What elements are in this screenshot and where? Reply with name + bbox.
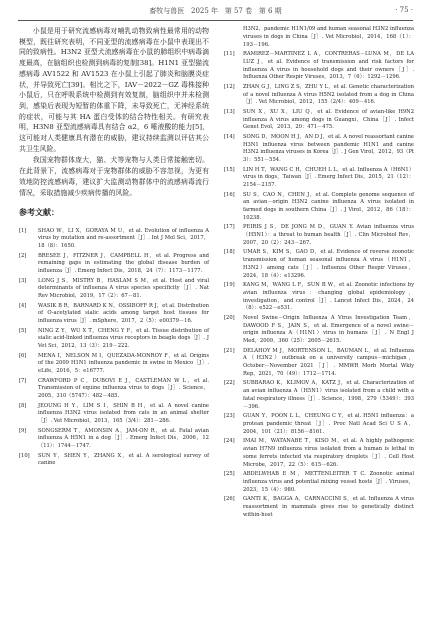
reference-text: SHAO W，LI X，GORAYA M U，et al. Evolution of influenza A virus by mutation and re-assortment［J］. Int J Mol Sci，2017，18（8）：1650. bbox=[38, 227, 209, 250]
references-heading: 参考文献： bbox=[19, 208, 59, 218]
reference-text: LONG J S，MISTRY B，HASLAM S M，et al. Host and viral determinants of influenza A virus species specificity［J］. Nat Rev Microbiol，2019，17（2）：67－81. bbox=[38, 277, 209, 300]
journal-volume: 第 57 卷 bbox=[224, 7, 253, 15]
journal-name: 畜牧与兽医 bbox=[149, 7, 185, 15]
reference-number: [11] bbox=[224, 50, 235, 57]
page-number: · 75 · bbox=[395, 6, 413, 14]
reference-number: [9] bbox=[19, 427, 27, 434]
reference-text: RAMIREZ－MARTINEZ L A，CONTRERAS－LUNA M，DE LA LUZ J，et al. Evidence of transmission and risk factors for influenza A virus in household dogs and their owners［J］. Influenza Other Respir Viruses，2013，7（6）：1292－1296. bbox=[243, 50, 414, 81]
reference-item bbox=[224, 471, 414, 494]
journal-issue: 第 6 期 bbox=[258, 7, 282, 15]
reference-text: ABDELWHAB E M，METTENLEITER T C. Zoonotic animal influenza virus and potential mixing vessel hosts［J］. Viruses，2023，15（4）：980. bbox=[243, 470, 414, 493]
reference-item bbox=[224, 51, 414, 82]
reference-text: MENA I，NELSON M I，QUEZADA-MONROY F，et al. Origins of the 2009 H1N1 influenza pandemic in swine in Mexico［J］. eLife，2016，5：e16777. bbox=[38, 352, 209, 375]
reference-list-left bbox=[19, 228, 209, 468]
reference-item bbox=[224, 224, 414, 247]
body-paragraph: 我国宠物群体庞大，猫、犬等宠物与人类日常接触密切。在此背景下，流感病毒对于宠物群体的威胁不容忽视，为更有效地防控流感病毒，建议扩大监测动物群体中的流感病毒流行情况，采取措施减少疾病传播的风险。 bbox=[19, 156, 209, 197]
reference-number: [6] bbox=[19, 352, 27, 359]
reference-item bbox=[224, 413, 414, 436]
right-column bbox=[224, 26, 414, 521]
reference-number: [16] bbox=[224, 191, 235, 198]
reference-number: [7] bbox=[19, 377, 27, 384]
reference-item bbox=[19, 303, 209, 326]
reference-number: [21] bbox=[224, 347, 235, 354]
reference-text: SU S，CAO N，CHEN J，et al. Complete genome sequence of an avian－origin H3N2 canine influenza A virus isolated in farmed dogs in southern China［J］. J Virol，2012，86（18）：10238. bbox=[243, 191, 414, 221]
reference-number: [12] bbox=[224, 83, 235, 90]
reference-number: [13] bbox=[224, 108, 235, 115]
reference-number: [10] bbox=[19, 452, 30, 459]
reference-text: DELAHOY M J，MORTENSON L，BAUMAN L，et al. Influenza A（H3N2）outbreak on a university campus－michigan，October－November 2021［J］. MMWR Morb Mortal Wkly Rep，2021，70（49）：1712－1714. bbox=[243, 347, 414, 377]
reference-number: [17] bbox=[224, 224, 235, 231]
reference-number: [22] bbox=[224, 380, 235, 387]
reference-text: SUN Y，SHEN Y，ZHANG X，et al. A serological survey of canine bbox=[38, 452, 209, 467]
reference-text: SONG D，MOON H J，AN D J，et al. A novel reassortant canine H3N1 influenza virus between pandemic H1N1 and canine H3N2 influenza viruses in Korea［J］. J Gen Virol，2012，93（Pt 3）：551－554. bbox=[243, 133, 414, 164]
reference-text: WASIK B R，BARNARD K N，OSSIBOFF R J，et al. Distribution of O-acetylated sialic acids among target host tissues for influenza virus［J］. mSphere，2017，2（5）：e00379－16. bbox=[38, 302, 209, 325]
reference-text: BRESEE J，FITZNER J，CAMPBELL H，et al. Progress and remaining gaps in estimating the global disease burden of influenza［J］. Emerg Infect Dis，2018，24（7）：1173－1177. bbox=[38, 252, 209, 275]
header-rule bbox=[18, 20, 413, 21]
reference-text: SUBBARAO K，KLIMOV A，KATZ J，et al. Characterization of an avian influenza A（H5N1）virus isolated from a child with a fatal respiratory illness［J］. Science，1998，279（5349）：393－396. bbox=[243, 380, 414, 410]
reference-number: [4] bbox=[19, 302, 27, 309]
reference-number: [8] bbox=[19, 402, 27, 409]
reference-number: [5] bbox=[19, 327, 27, 334]
reference-item bbox=[19, 253, 209, 276]
reference-item bbox=[224, 496, 414, 519]
journal-year: 2025 年 bbox=[191, 7, 219, 15]
reference-text: GUAN Y，POON L L，CHEUNG C Y，et al. H5N1 influenza：a protean pandemic threat［J］. Proc Natl Acad Sci U S A，2004，101（21）：8156－8161. bbox=[243, 413, 414, 435]
left-column bbox=[19, 26, 209, 470]
reference-item bbox=[224, 167, 414, 190]
reference-text: PEIRIS J S，DE JONG M D，GUAN Y. Avian influenza virus（H5N1）：a threat to human health［J］. Clin Microbiol Rev，2007，20（2）：243－267. bbox=[243, 224, 414, 246]
reference-item bbox=[224, 282, 414, 313]
reference-item bbox=[19, 328, 209, 351]
reference-item bbox=[224, 134, 414, 165]
reference-item bbox=[19, 428, 209, 451]
reference-text: UMAR S，KIM S，GAO D，et al. Evidence of reverse zoonotic transmission of human seasonal influenza A virus（H1N1，H3N2）among cats［J］. Influenza Other Respir Viruses，2024，18（4）：e13296. bbox=[243, 249, 414, 279]
reference-text: ZHAN G J，LING Z S，ZHU Y L，et al. Genetic characterization of a novel influenza A virus H5N2 isolated from a dog in China［J］. Vet Microbiol，2012，155（2/4）：409－416. bbox=[243, 83, 414, 106]
reference-item bbox=[224, 315, 414, 346]
reference-item bbox=[224, 438, 414, 469]
reference-item bbox=[19, 378, 209, 401]
reference-item bbox=[19, 403, 209, 426]
reference-item bbox=[224, 192, 414, 223]
reference-text: KANG M，WANG L F，SUN B W，et al. Zoonotic infections by avian influenza virus：changing global epidemiology，investigation，and control［J］. Lancet Infect Dis，2024，24（8）：e522－e531. bbox=[243, 282, 414, 312]
reference-item bbox=[19, 453, 209, 469]
reference-item bbox=[224, 348, 414, 379]
reference-number: [15] bbox=[224, 166, 235, 173]
reference-item bbox=[19, 228, 209, 251]
reference-item bbox=[224, 380, 414, 411]
reference-number: [2] bbox=[19, 252, 27, 259]
reference-number: [23] bbox=[224, 413, 235, 420]
reference-text: Novel Swine－Origin Influenza A Virus Investigation Team，DAWOOD F S，JAIN S，et al. Emergence of a novel swine－origin influenza A（H1N1）virus in humans［J］. N Engl J Med，2009，360（25）：2605－2615. bbox=[243, 314, 414, 345]
reference-text: H3N2，pandemic H1N1/09 and human seasonal H3N2 influenza viruses in dogs in China［J］. Vet Microbiol，2014，168（1）：193－196. bbox=[243, 26, 414, 48]
reference-item bbox=[19, 353, 209, 376]
reference-text: LIN H T，WANG C H，CHUEH L L，et al. Influenza A（H6N1）virus in dogs，Taiwan［J］. Emerg Infect Dis，2015，21（12）：2154－2157. bbox=[243, 166, 414, 189]
reference-item bbox=[224, 249, 414, 280]
reference-text: SUN X，XU X，LIU Q，et al. Evidence of avian-like H9N2 influenza A virus among dogs in Guangxi，China［J］. Infect Genet Evol，2013，20：471－475. bbox=[243, 108, 414, 131]
reference-text: CRAWFORD P C，DUBOVI E J，CASTLEMAN W L，et al. Transmission of equine influenza virus to dogs［J］. Science，2005，310（5747）：482－485. bbox=[38, 377, 209, 400]
reference-number: [1] bbox=[19, 227, 27, 234]
reference-text: JEOUNG H Y，LIM S I，SHIN B H，et al. A novel canine influenza H3N2 virus isolated from cats in an animal shelter［J］. Vet Microbiol，2013，165（3/4）：281－286. bbox=[38, 402, 209, 425]
reference-number: [18] bbox=[224, 249, 235, 256]
reference-number: [24] bbox=[224, 438, 235, 445]
journal-info bbox=[18, 6, 413, 16]
reference-continuation bbox=[224, 26, 414, 49]
running-header bbox=[18, 6, 413, 20]
reference-number: [26] bbox=[224, 495, 235, 502]
reference-number: [19] bbox=[224, 282, 235, 289]
reference-number: [20] bbox=[224, 314, 235, 321]
reference-number: [25] bbox=[224, 470, 235, 477]
reference-text: NING Z Y，WU X T，CHENG Y F，et al. Tissue distribution of sialic acid-linked influenza virus receptors in beagle dogs［J］. J Vet Sci，2012，13（3）：219－222. bbox=[38, 327, 209, 350]
reference-item bbox=[224, 109, 414, 132]
reference-text: SONGSERM T，AMONSIN A，JAM-ON R，et al. Fatal avian influenza A H5N1 in a dog［J］. Emerg Infect Dis，2006，12（11）：1744－1747. bbox=[38, 427, 209, 450]
body-paragraph: 小鼠是用于研究流感病毒对哺乳动物致病性最常用的动物模型，既往研究表明，不同亚型的流感病毒在小鼠中表现出不同的致病性。H3N2 亚型犬流感病毒在小鼠的肺组织中病毒滴度最高，在脑组织也检测到病毒的复制[38]。H1N1 亚型猫流感病毒 AV1522 和 AV1523 在小鼠上引起了肺炎和脑膜炎症状，并导致死亡[39]。相比之下，IAV－2022－GZ 毒株接种小鼠后，只在呼吸系统中检测到有效复制，脑组织中并未检测到，感染后表现为短暂的体重下降，未导致死亡，无神经系统的症状，可能与其 HA 蛋白受体的结合特性相关。有研究表明，H3N8 亚型流感病毒具有结合 α2，6 唾液酸的能力[5]，这可能对人类健康具有潜在的威胁，建议持续监测以评估其公共卫生风险。 bbox=[19, 27, 209, 153]
reference-number: [3] bbox=[19, 277, 27, 284]
reference-text: IMAI M，WATANABE T，KISO M，et al. A highly pathogenic avian H7N9 influenza virus isolated from a human is lethal in some ferrets infected via respiratory droplets［J］. Cell Host Microbe，2017，22（5）：615－626. bbox=[243, 438, 414, 468]
reference-text: GANTI K，BAGGA A，CARNACCINI S，et al. Influenza A virus reassortment in mammals gives rise to genetically distinct within-host bbox=[243, 495, 414, 518]
reference-list-right bbox=[224, 51, 414, 519]
reference-item bbox=[19, 278, 209, 301]
reference-item bbox=[224, 84, 414, 107]
reference-number: [14] bbox=[224, 133, 235, 140]
